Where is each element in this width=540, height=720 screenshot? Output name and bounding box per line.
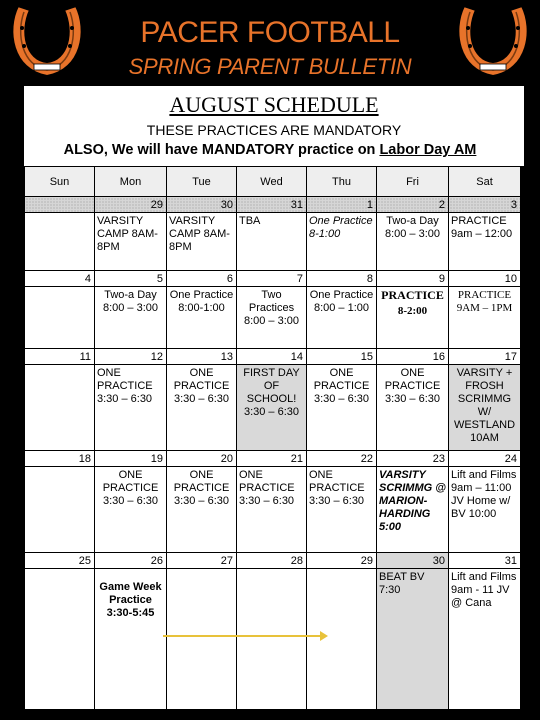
date-cell: 6 [167, 271, 237, 287]
date-cell: 26 [95, 553, 167, 569]
event-cell: Lift and Films 9am - 11 JV @ Cana [449, 569, 521, 710]
date-cell: 27 [167, 553, 237, 569]
event-cell: VARSITY SCRIMMG @ MARION-HARDING 5:00 [377, 467, 449, 553]
event-cell: ONE PRACTICE 3:30 – 6:30 [167, 467, 237, 553]
date-cell: 19 [95, 451, 167, 467]
date-cell: 29 [307, 553, 377, 569]
event-cell [25, 213, 95, 271]
date-cell: 21 [237, 451, 307, 467]
event-cell: ONE PRACTICE 3:30 – 6:30 [167, 365, 237, 451]
date-cell: 13 [167, 349, 237, 365]
event-cell: Lift and Films 9am – 11:00 JV Home w/ BV 10:00 [449, 467, 521, 553]
date-cell: 31 [449, 553, 521, 569]
date-cell: 17 [449, 349, 521, 365]
calendar-grid [24, 166, 521, 710]
event-row [25, 569, 521, 710]
date-cell: 14 [237, 349, 307, 365]
page-subtitle: SPRING PARENT BULLETIN [128, 54, 412, 79]
event-cell [167, 569, 237, 710]
event-cell: PRACTICE 9AM – 1PM [449, 287, 521, 349]
date-cell: 2 [377, 197, 449, 213]
date-cell: 4 [25, 271, 95, 287]
date-cell: 10 [449, 271, 521, 287]
event-cell: Two Practices 8:00 – 3:00 [237, 287, 307, 349]
day-header: Sat [449, 167, 521, 197]
date-cell: 29 [95, 197, 167, 213]
event-cell [25, 467, 95, 553]
labor-day-notice: ALSO, We will have MANDATORY practice on Labor Day AM [63, 142, 477, 158]
date-row [25, 553, 521, 569]
event-cell: VARSITY + FROSH SCRIMMG W/ WESTLAND 10AM [449, 365, 521, 451]
header-banner [0, 0, 540, 86]
horseshoe-right-icon [450, 0, 536, 86]
date-row [25, 451, 521, 467]
date-cell: 7 [237, 271, 307, 287]
date-cell: 23 [377, 451, 449, 467]
day-header: Mon [95, 167, 167, 197]
event-row [25, 287, 521, 349]
date-cell: 18 [25, 451, 95, 467]
event-cell: BEAT BV 7:30 [377, 569, 449, 710]
date-cell: 1 [307, 197, 377, 213]
date-cell: 31 [237, 197, 307, 213]
event-cell: VARSITY CAMP 8AM-8PM [95, 213, 167, 271]
date-cell: 30 [167, 197, 237, 213]
event-cell: Two-a Day 8:00 – 3:00 [377, 213, 449, 271]
event-cell: ONE PRACTICE 3:30 – 6:30 [377, 365, 449, 451]
event-cell: VARSITY CAMP 8AM-8PM [167, 213, 237, 271]
date-cell: 30 [377, 553, 449, 569]
event-row [25, 213, 521, 271]
date-row [25, 197, 521, 213]
day-header: Sun [25, 167, 95, 197]
date-cell: 16 [377, 349, 449, 365]
event-cell [307, 569, 377, 710]
day-header: Thu [307, 167, 377, 197]
day-header-row [25, 167, 521, 197]
event-cell: ONE PRACTICE 3:30 – 6:30 [95, 365, 167, 451]
day-header: Wed [237, 167, 307, 197]
date-cell: 24 [449, 451, 521, 467]
date-cell: 25 [25, 553, 95, 569]
date-cell: 22 [307, 451, 377, 467]
event-cell: One Practice 8-1:00 [307, 213, 377, 271]
event-row [25, 365, 521, 451]
page-title: PACER FOOTBALL [140, 16, 400, 49]
date-row [25, 271, 521, 287]
event-cell: PRACTICE 9am – 12:00 [449, 213, 521, 271]
date-cell: 9 [377, 271, 449, 287]
day-header: Tue [167, 167, 237, 197]
event-cell: One Practice 8:00-1:00 [167, 287, 237, 349]
date-row [25, 349, 521, 365]
event-cell [25, 365, 95, 451]
date-cell: 3 [449, 197, 521, 213]
date-cell: 8 [307, 271, 377, 287]
event-row [25, 467, 521, 553]
event-cell: Two-a Day 8:00 – 3:00 [95, 287, 167, 349]
event-cell: FIRST DAY OF SCHOOL! 3:30 – 6:30 [237, 365, 307, 451]
game-week-arrow [163, 635, 323, 637]
event-cell [377, 287, 449, 349]
event-cell: ONE PRACTICE 3:30 – 6:30 [237, 467, 307, 553]
event-cell: ONE PRACTICE 3:30 – 6:30 [307, 365, 377, 451]
schedule-heading: AUGUST SCHEDULE [169, 92, 379, 117]
day-header: Fri [377, 167, 449, 197]
event-cell [25, 287, 95, 349]
arrow-head-icon [320, 631, 328, 641]
mandatory-notice: THESE PRACTICES ARE MANDATORY [146, 122, 402, 138]
event-cell: ONE PRACTICE 3:30 – 6:30 [307, 467, 377, 553]
event-time: 8-2:00 [397, 305, 428, 317]
event-cell: TBA [237, 213, 307, 271]
date-cell [25, 197, 95, 213]
date-cell: 11 [25, 349, 95, 365]
date-cell: 15 [307, 349, 377, 365]
date-cell: 12 [95, 349, 167, 365]
event-cell [237, 569, 307, 710]
event-cell [25, 569, 95, 710]
date-cell: 20 [167, 451, 237, 467]
event-cell: ONE PRACTICE 3:30 – 6:30 [95, 467, 167, 553]
date-cell: 28 [237, 553, 307, 569]
event-cell: One Practice 8:00 – 1:00 [307, 287, 377, 349]
event-cell: Game Week Practice 3:30-5:45 [95, 569, 167, 710]
event-title: PRACTICE [381, 288, 444, 302]
date-cell: 5 [95, 271, 167, 287]
